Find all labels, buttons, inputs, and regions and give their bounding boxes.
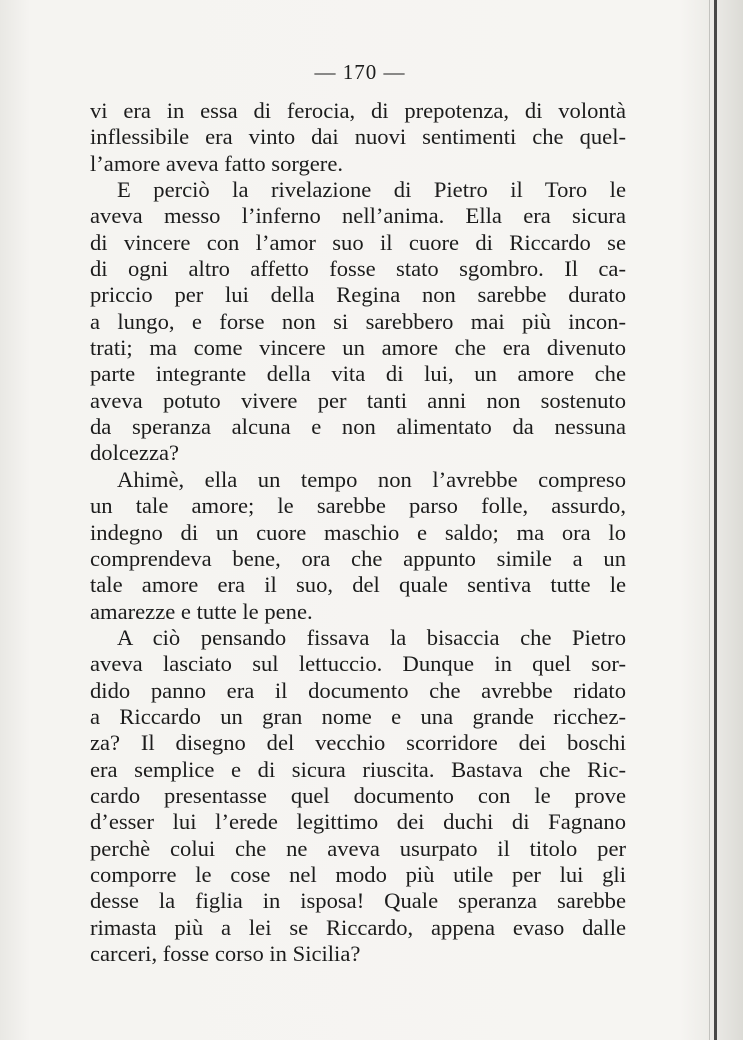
text-line: E perciò la rivelazione di Pietro il Toro le <box>117 177 626 203</box>
text-line: comporre le cose nel modo più utile per lui gli <box>90 861 626 887</box>
text-line: dido panno era il documento che avrebbe ridato <box>90 677 626 703</box>
text-line: a Riccardo un gran nome e una grande ricchez- <box>90 703 626 729</box>
text-line: indegno di un cuore maschio e saldo; ma ora lo <box>90 519 626 545</box>
page-edge-shadow <box>709 0 710 1040</box>
text-line: aveva messo l’inferno nell’anima. Ella era sicura <box>90 203 626 229</box>
text-line: tale amore era il suo, del quale sentiva tutte le <box>90 572 626 598</box>
text-line: priccio per lui della Regina non sarebbe durato <box>90 282 626 308</box>
text-line: l’amore aveva fatto sorgere. <box>90 150 344 176</box>
text-line: vi era in essa di ferocia, di prepotenza, di volontà <box>90 98 626 123</box>
text-line: un tale amore; le sarebbe parso folle, assurdo, <box>90 493 626 519</box>
text-line: rimasta più a lei se Riccardo, appena evaso dalle <box>90 914 626 940</box>
text-line: di ogni altro affetto fosse stato sgombro. Il ca- <box>90 256 626 282</box>
text-line: cardo presentasse quel documento con le prove <box>90 782 626 808</box>
text-line: Ahimè, ella un tempo non l’avrebbe compreso <box>117 466 626 492</box>
text-line: za? Il disegno del vecchio scorridore dei boschi <box>90 730 626 756</box>
text-line: parte integrante della vita di lui, un amore che <box>90 361 626 387</box>
text-line: aveva potuto vivere per tanti anni non sostenuto <box>90 387 626 413</box>
text-line: desse la figlia in isposa! Quale speranza sarebbe <box>90 888 626 914</box>
page-edge-line <box>714 0 717 1040</box>
text-line: di vincere con l’amor suo il cuore di Riccardo se <box>90 229 626 255</box>
page-number: — 170 — <box>314 60 406 84</box>
text-line: dolcezza? <box>90 440 180 466</box>
text-line: amarezze e tutte le pene. <box>90 598 313 624</box>
text-line: trati; ma come vincere un amore che era divenuto <box>90 335 626 361</box>
text-line: a lungo, e forse non si sarebbero mai più incon- <box>90 308 626 334</box>
text-line: da speranza alcuna e non alimentato da nessuna <box>90 414 626 440</box>
text-line: inflessibile era vinto dai nuovi sentimenti che quel- <box>90 124 626 150</box>
text-line: A ciò pensando fissava la bisaccia che Pietro <box>117 624 626 650</box>
text-line: comprendeva bene, ora che appunto simile a un <box>90 545 626 571</box>
text-line: d’esser lui l’erede legittimo dei duchi di Fagnano <box>90 809 626 835</box>
text-line: perchè colui che ne aveva usurpato il titolo per <box>90 835 626 861</box>
body-text <box>90 98 626 967</box>
text-line: aveva lasciato sul lettuccio. Dunque in quel sor- <box>90 651 626 677</box>
text-line: carceri, fosse corso in Sicilia? <box>90 941 361 966</box>
text-line: era semplice e di sicura riuscita. Bastava che Ric- <box>90 756 626 782</box>
